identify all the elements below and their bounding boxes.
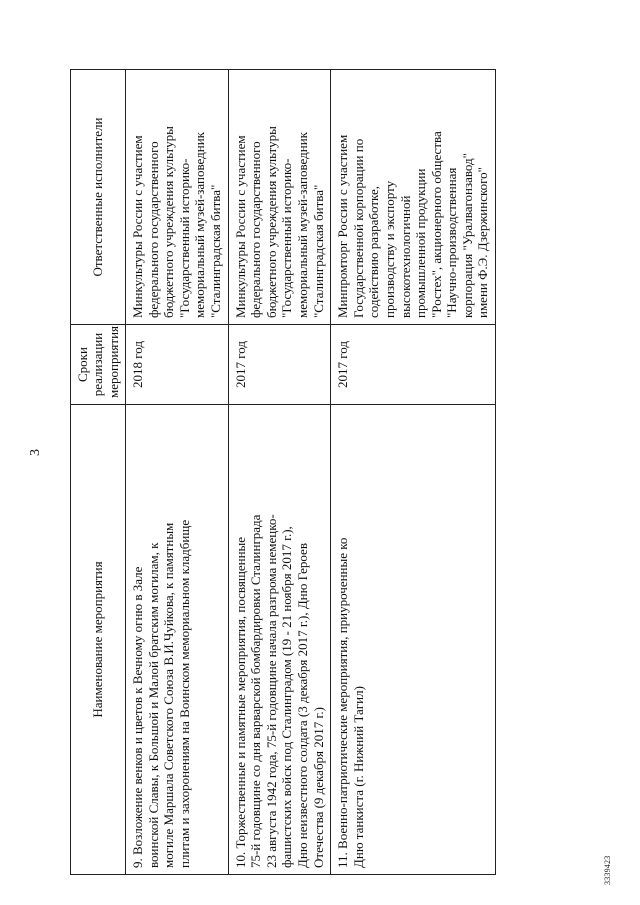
- event-line: воинской Славы, к Большой и Малой братским могилам, к: [145, 542, 161, 868]
- event-line: Отечества (9 декабря 2017 г.): [310, 707, 326, 868]
- executor-line: федерального государственного: [145, 141, 161, 318]
- executor-line: мемориальный музей-заповедник: [294, 132, 310, 318]
- executor-line: "Ростех", акционерного общества: [428, 131, 444, 318]
- table-row: [228, 70, 331, 875]
- executor-line: бюджетного учреждения культуры: [263, 126, 279, 318]
- event-cell: [126, 405, 229, 875]
- executor-line: "Государственный историко-: [279, 158, 295, 318]
- document-code: 3339423: [603, 855, 612, 885]
- event-line: 9. Возложение венков и цветов к Вечному огню в Зале: [130, 566, 145, 868]
- term-cell: 2017 год: [331, 325, 496, 405]
- header-term-line: Сроки: [74, 347, 90, 382]
- executor-line: "Государственный историко-: [176, 158, 192, 318]
- executors-cell: [228, 70, 331, 325]
- event-line: 10. Торжественные и памятные мероприятия, посвященные: [232, 536, 248, 868]
- events-table: [70, 69, 496, 875]
- event-line: 11. Военно-патриотические мероприятия, приуроченные ко: [335, 537, 351, 868]
- header-term-line: мероприятия: [105, 325, 121, 398]
- executors-cell: [331, 70, 496, 325]
- executor-line: мемориальный музей-заповедник: [192, 132, 208, 318]
- executor-line: федерального государственного: [248, 141, 264, 318]
- header-term-line: реализации: [90, 332, 106, 397]
- executor-line: корпорация "Уралвагонзавод": [459, 153, 475, 318]
- executor-line: Минпромторг России с участием: [335, 134, 351, 318]
- event-line: плитам и захоронениям на Воинском мемориальном кладбище: [176, 519, 192, 868]
- rotated-page: [20, 20, 620, 885]
- header-executors: Ответственные исполнители: [71, 70, 126, 325]
- table-row: [126, 70, 229, 875]
- executors-cell: [126, 70, 229, 325]
- executor-line: Минкультуры России с участием: [130, 135, 145, 318]
- term-cell: 2017 год: [228, 325, 331, 405]
- event-cell: [331, 405, 496, 875]
- executor-line: "Сталинградская битва": [310, 184, 326, 318]
- event-line: могиле Маршала Советского Союза В.И.Чуйкова, к памятным: [161, 522, 177, 868]
- executor-line: Государственной корпорации по: [350, 138, 366, 318]
- term-cell: 2018 год: [126, 325, 229, 405]
- executor-line: "Научно-производственная: [444, 167, 460, 318]
- header-term: [71, 325, 126, 405]
- executor-line: высокотехнологичной: [397, 195, 413, 318]
- header-event-name: Наименование мероприятия: [71, 405, 126, 875]
- executor-line: производству и экспорту: [381, 180, 397, 318]
- executor-line: Минкультуры России с участием: [232, 135, 248, 318]
- executor-line: бюджетного учреждения культуры: [161, 126, 177, 318]
- event-line: фашистских войск под Сталинградом (19 - 21 ноября 2017 г.),: [279, 526, 295, 868]
- executor-line: промышленной продукции: [413, 168, 429, 318]
- event-line: Дню неизвестного солдата (3 декабря 2017 г.), Дню Героев: [294, 543, 310, 868]
- table-header-row: [71, 70, 126, 875]
- executor-line: имени Ф.Э. Дзержинского": [475, 167, 491, 318]
- page-number: 3: [28, 449, 43, 456]
- executor-line: "Сталинградская битва": [207, 184, 223, 318]
- table-row: [331, 70, 496, 875]
- event-line: 23 августа 1942 года, 75-й годовщине начала разгрома немецко-: [263, 514, 279, 868]
- event-line: 75-й годовщине со дня варварской бомбардировки Сталинграда: [248, 514, 264, 868]
- executor-line: содействию разработке,: [366, 185, 382, 318]
- event-line: Дню танкиста (г. Нижний Тагил): [350, 686, 366, 868]
- event-cell: [228, 405, 331, 875]
